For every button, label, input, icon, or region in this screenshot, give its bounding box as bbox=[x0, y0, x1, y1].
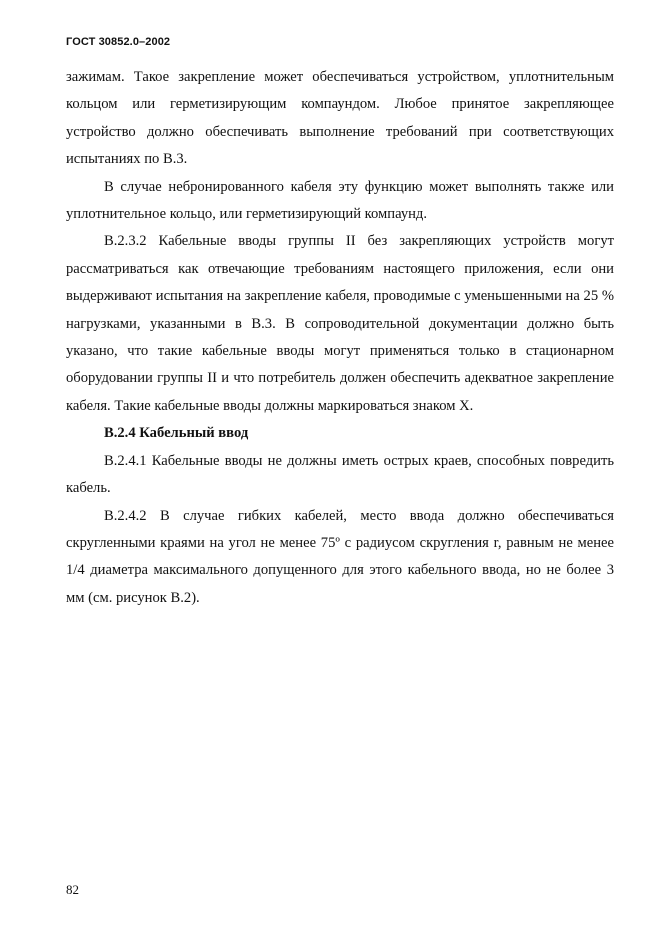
paragraph-b-2-4-1: В.2.4.1 Кабельные вводы не должны иметь острых краев, способных повредить кабель. bbox=[66, 452, 614, 497]
page-number: 82 bbox=[66, 882, 79, 897]
paragraph-b-2-4-2: В.2.4.2 В случае гибких кабелей, место ввода должно обеспечиваться скругленными краями на угол не менее 75º с радиусом скругления r, равным не менее 1/4 диаметра максимального допущенного для этого кабельного ввода, но не более 3 мм (см. рисунок В.2). bbox=[66, 507, 614, 606]
section-heading-b-2-4: В.2.4 Кабельный ввод bbox=[104, 425, 249, 442]
page-header: ГОСТ 30852.0–2002 bbox=[66, 36, 171, 48]
body-text bbox=[66, 64, 614, 612]
paragraph-continuation: зажимам. Такое закрепление может обеспечиваться устройством, уплотнительным кольцом или герметизирующим компаундом. Любое принятое закрепляющее устройство должно обеспечивать выполнение требований при соответствующих испытаниях по В.3. bbox=[66, 69, 614, 168]
paragraph-unarmored-cable: В случае небронированного кабеля эту функцию может выполнять также или уплотнительное кольцо, или герметизирующий компаунд. bbox=[66, 178, 614, 223]
paragraph-b-2-3-2: В.2.3.2 Кабельные вводы группы II без закрепляющих устройств могут рассматриваться как отвечающие требованиям настоящего приложения, если они выдерживают испытания на закрепление кабеля, проводимые с уменьшенными на 25 % нагрузками, указанными в В.3. В сопроводительной документации должно быть указано, что такие кабельные вводы могут применяться только в стационарном оборудовании группы II и что потребитель должен обеспечить адекватное закрепление кабеля. Такие кабельные вводы должны маркироваться знаком X. bbox=[66, 233, 614, 414]
